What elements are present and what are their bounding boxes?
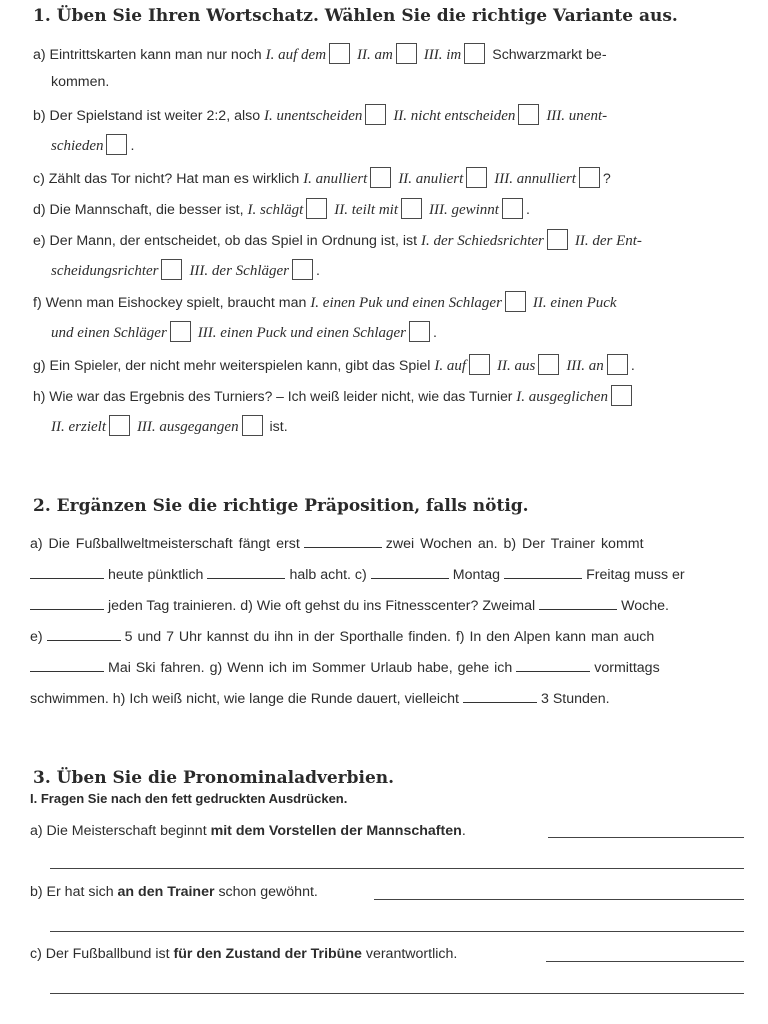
blank-2c-1[interactable] [371, 566, 449, 579]
exercise-1f-cont: und einen Schläger III. einen Puck und einen Schlager . [51, 321, 437, 343]
answer-line-3b-1[interactable] [374, 899, 744, 900]
checkbox-1c-i[interactable] [370, 167, 391, 188]
exercise-1d: d) Die Mannschaft, die besser ist, I. schlägt II. teilt mit III. gewinnt . [33, 198, 530, 220]
answer-line-3b-2[interactable] [50, 931, 744, 932]
checkbox-1f-ii[interactable] [170, 321, 191, 342]
section-2-title: 2. Ergänzen Sie die richtige Präposition, falls nötig. [33, 496, 529, 516]
checkbox-1g-iii[interactable] [607, 354, 628, 375]
answer-line-3a-1[interactable] [548, 837, 744, 838]
checkbox-1g-ii[interactable] [538, 354, 559, 375]
checkbox-1a-i[interactable] [329, 43, 350, 64]
exercise-1h-cont: II. erzielt III. ausgegangen ist. [51, 415, 288, 437]
blank-2a[interactable] [304, 535, 382, 548]
checkbox-1e-iii[interactable] [292, 259, 313, 280]
exercise-1b: b) Der Spielstand ist weiter 2:2, also I. unentscheiden II. nicht entscheiden III. unent- [33, 104, 607, 126]
exercise-1a-cont: kommen. [51, 74, 110, 90]
blank-2b-2[interactable] [207, 566, 285, 579]
checkbox-1c-ii[interactable] [466, 167, 487, 188]
blank-2e[interactable] [47, 628, 121, 641]
section-3-subtitle: I. Fragen Sie nach den fett gedruckten Ausdrücken. [30, 791, 348, 806]
exercise-2-line-6: schwimmen. h) Ich weiß nicht, wie lange die Runde dauert, vielleicht 3 Stunden. [30, 691, 610, 707]
checkbox-1h-iii[interactable] [242, 415, 263, 436]
checkbox-1a-ii[interactable] [396, 43, 417, 64]
exercise-1g: g) Ein Spieler, der nicht mehr weiterspielen kann, gibt das Spiel I. auf II. aus III. an . [33, 354, 635, 376]
exercise-3c: c) Der Fußballbund ist für den Zustand der Tribüne verantwortlich. [30, 946, 458, 962]
blank-2c-3[interactable] [30, 597, 104, 610]
checkbox-1d-i[interactable] [306, 198, 327, 219]
answer-line-3a-2[interactable] [50, 868, 744, 869]
blank-2f[interactable] [30, 659, 104, 672]
exercise-3b: b) Er hat sich an den Trainer schon gewöhnt. [30, 884, 318, 900]
checkbox-1d-iii[interactable] [502, 198, 523, 219]
answer-line-3c-1[interactable] [546, 961, 744, 962]
checkbox-1f-i[interactable] [505, 291, 526, 312]
exercise-1c: c) Zählt das Tor nicht? Hat man es wirklich I. anulliert II. anuliert III. annulliert ? [33, 167, 611, 189]
answer-line-3c-2[interactable] [50, 993, 744, 994]
checkbox-1d-ii[interactable] [401, 198, 422, 219]
checkbox-1e-ii[interactable] [161, 259, 182, 280]
blank-2g[interactable] [516, 659, 590, 672]
checkbox-1a-iii[interactable] [464, 43, 485, 64]
exercise-1e: e) Der Mann, der entscheidet, ob das Spiel in Ordnung ist, ist I. der Schiedsrichter II. der Ent- [33, 229, 642, 251]
exercise-1e-cont: scheidungsrichter III. der Schläger . [51, 259, 320, 281]
exercise-2-line-2: heute pünktlich halb acht. c) Montag Freitag muss er [30, 565, 685, 585]
checkbox-1h-ii[interactable] [109, 415, 130, 436]
checkbox-1b-iii[interactable] [106, 134, 127, 155]
blank-2d[interactable] [539, 597, 617, 610]
section-1-title: 1. Üben Sie Ihren Wortschatz. Wählen Sie die richtige Variante aus. [33, 6, 678, 26]
checkbox-1g-i[interactable] [469, 354, 490, 375]
blank-2b-1[interactable] [30, 566, 104, 579]
checkbox-1c-iii[interactable] [579, 167, 600, 188]
checkbox-1e-i[interactable] [547, 229, 568, 250]
blank-2h[interactable] [463, 690, 537, 703]
exercise-2-line-1: a) Die Fußballweltmeisterschaft fängt erst zwei Wochen an. b) Der Trainer kommt [30, 536, 644, 552]
exercise-1b-cont: schieden . [51, 134, 134, 156]
blank-2c-2[interactable] [504, 566, 582, 579]
exercise-2-line-5: Mai Ski fahren. g) Wenn ich im Sommer Urlaub habe, gehe ich vormittags [30, 658, 660, 678]
checkbox-1b-i[interactable] [365, 104, 386, 125]
checkbox-1b-ii[interactable] [518, 104, 539, 125]
checkbox-1h-i[interactable] [611, 385, 632, 406]
exercise-2-line-3: jeden Tag trainieren. d) Wie oft gehst du ins Fitnesscenter? Zweimal Woche. [30, 596, 669, 616]
checkbox-1f-iii[interactable] [409, 321, 430, 342]
section-3-title: 3. Üben Sie die Pronominaladverbien. [33, 768, 395, 788]
exercise-1a: a) Eintrittskarten kann man nur noch I. auf dem II. am III. im Schwarzmarkt be- [33, 43, 607, 65]
exercise-1h: h) Wie war das Ergebnis des Turniers? – Ich weiß leider nicht, wie das Turnier I. ausgeglichen [33, 385, 635, 407]
exercise-2-line-4: e) 5 und 7 Uhr kannst du ihn in der Sporthalle finden. f) In den Alpen kann man auch [30, 629, 655, 645]
exercise-1f: f) Wenn man Eishockey spielt, braucht man I. einen Puk und einen Schlager II. einen Puck [33, 291, 617, 313]
exercise-3a: a) Die Meisterschaft beginnt mit dem Vorstellen der Mannschaften. [30, 823, 466, 839]
